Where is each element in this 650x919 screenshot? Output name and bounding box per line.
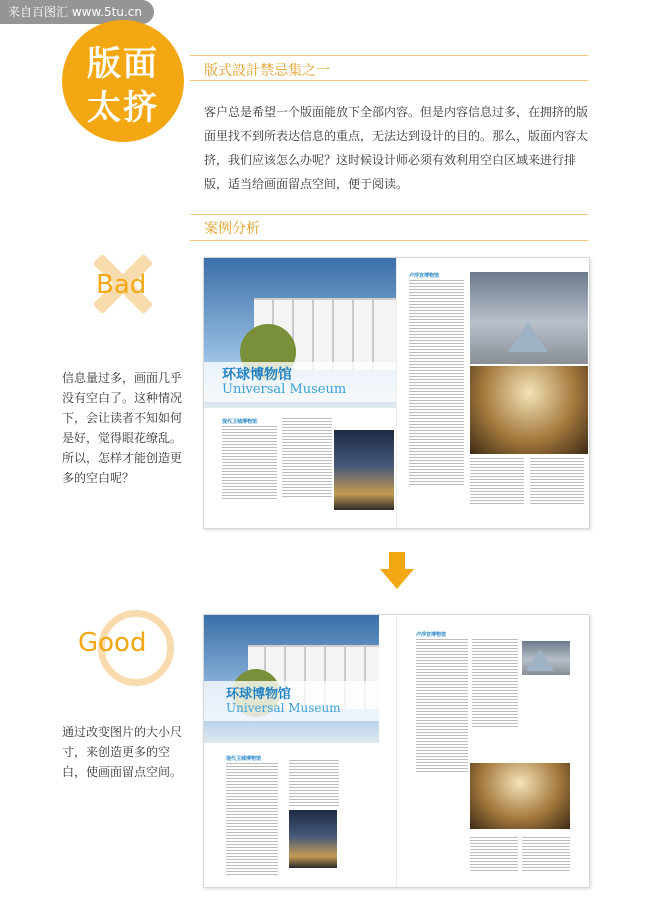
body-text-column — [226, 763, 278, 877]
museum-title-en: Universal Museum — [222, 382, 347, 397]
museum-title-en: Universal Museum — [226, 701, 341, 715]
good-label: Good — [78, 628, 147, 658]
divider-case-bottom — [190, 240, 588, 241]
bad-label: Bad — [96, 270, 147, 300]
body-text-column — [409, 280, 464, 487]
badge-line-1: 版面 — [87, 44, 159, 84]
gallery-hall-photo — [470, 366, 588, 454]
building-night-photo — [289, 810, 337, 868]
museum-title-cn: 环球博物馆 — [226, 687, 292, 702]
body-text-column — [472, 639, 518, 729]
body-text-column — [282, 418, 332, 499]
section-title-case-study: 案例分析 — [204, 221, 260, 237]
body-text-column — [416, 639, 468, 774]
body-text-column — [289, 760, 339, 808]
body-text-column — [522, 837, 570, 873]
article-heading-right: 卢浮宫博物馆 — [416, 632, 447, 638]
divider-under-title — [190, 80, 588, 81]
building-night-photo — [334, 430, 394, 510]
article-heading-left: 现代卫城博物馆 — [222, 419, 258, 425]
watermark: 来自百图汇 www.5tu.cn — [0, 0, 154, 24]
body-text-column — [222, 426, 277, 501]
body-text-column — [470, 837, 518, 873]
louvre-pyramid-photo — [470, 272, 588, 364]
louvre-pyramid-photo — [522, 641, 570, 675]
museum-title-cn: 环球博物馆 — [222, 367, 292, 383]
badge-line-2: 太挤 — [87, 88, 159, 128]
good-layout-example — [203, 614, 590, 888]
body-text-column — [470, 458, 524, 506]
gallery-hall-photo — [470, 763, 570, 829]
divider-case-top — [190, 214, 588, 215]
bad-description: 信息量过多，画面几乎没有空白了。这种情况下，会让读者不知如何是好，觉得眼花缭乱。所以，怎样才能创造更多的空白呢？ — [62, 371, 183, 485]
museum-photo — [204, 615, 379, 743]
article-heading-left: 现代卫城博物馆 — [226, 756, 262, 762]
arrow-down-icon — [380, 552, 414, 590]
museum-photo — [204, 258, 396, 408]
title-badge — [62, 20, 184, 142]
bad-layout-example — [203, 257, 590, 529]
good-description: 通过改变图片的大小尺寸，来创造更多的空白，使画面留点空间。 — [62, 725, 183, 779]
article-heading-right: 卢浮宫博物馆 — [409, 273, 440, 279]
divider-top — [190, 55, 588, 56]
intro-paragraph: 客户总是希望一个版面能放下全部内容。但是内容信息过多，在拥挤的版面里找不到所表达信息的重点，无法达到设计的目的。那么，版面内容太挤，我们应该怎么办呢？这时候设计师必须有效利用空白区域来进行排版，适当给画面留点空间，便于阅读。 — [204, 105, 589, 191]
body-text-column — [530, 458, 584, 506]
section-title-series: 版式設計禁忌集之一 — [204, 63, 330, 79]
